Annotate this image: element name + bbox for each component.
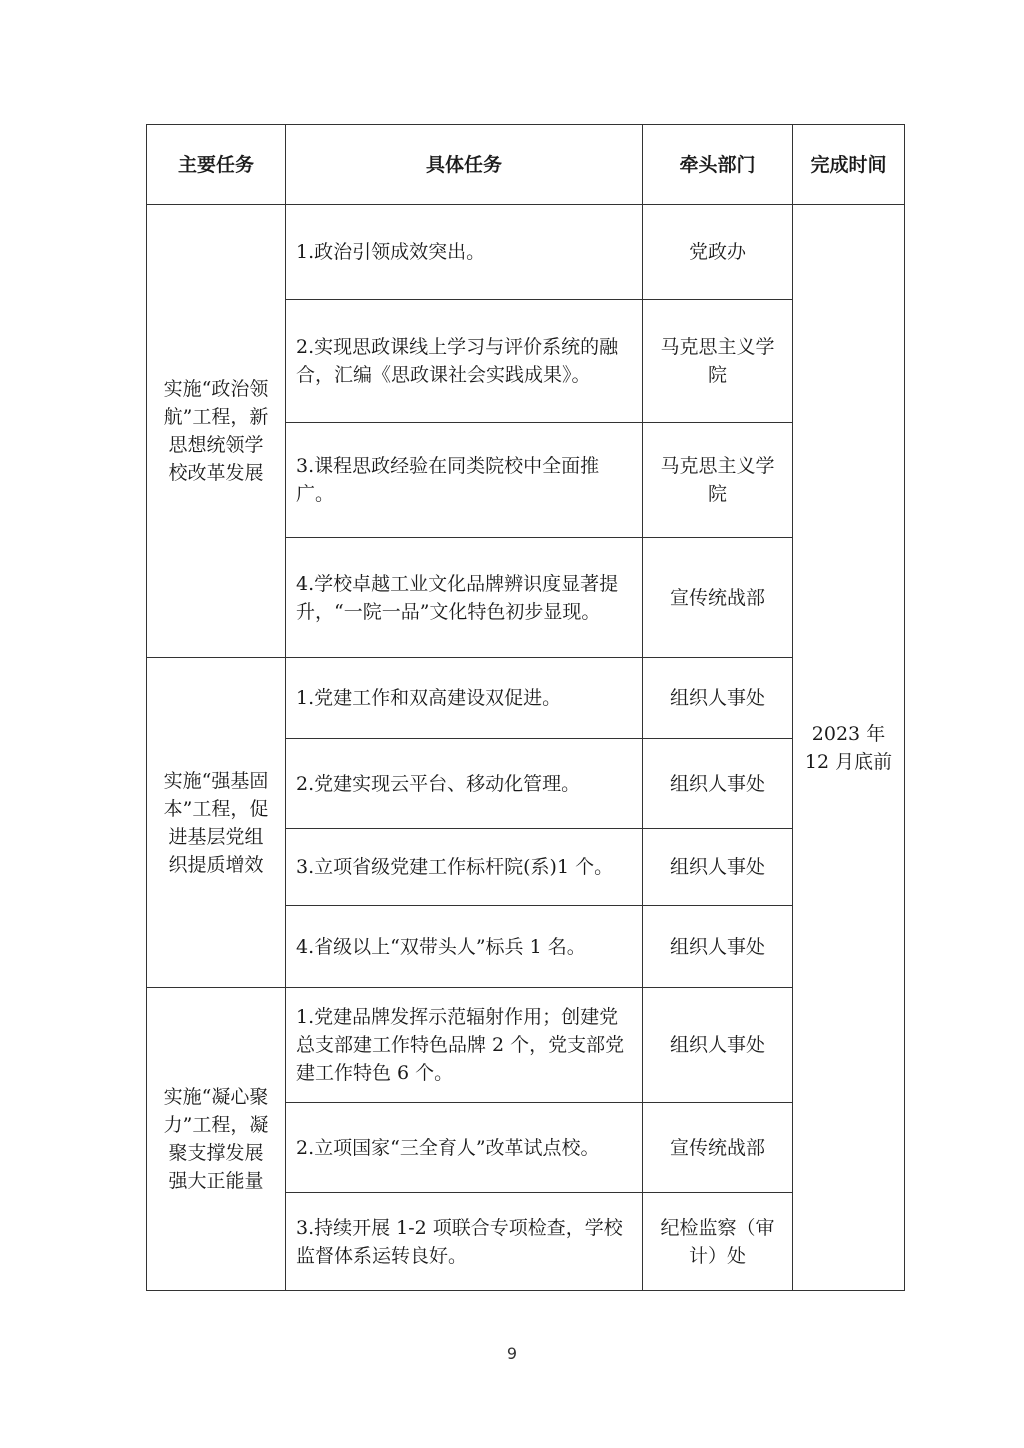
table-header-row <box>147 125 905 205</box>
task-cell: 4.省级以上“双带头人”标兵 1 名。 <box>286 906 643 988</box>
dept-cell: 组织人事处 <box>643 658 793 739</box>
header-main-task: 主要任务 <box>147 125 286 205</box>
header-lead-department: 牵头部门 <box>643 125 793 205</box>
dept-cell: 组织人事处 <box>643 739 793 829</box>
completion-time-cell: 2023 年 12 月底前 <box>793 205 905 1291</box>
task-table <box>146 124 905 1291</box>
main-task-cell: 实施“凝心聚力”工程，凝聚支撑发展强大正能量 <box>147 988 286 1291</box>
dept-cell: 组织人事处 <box>643 906 793 988</box>
task-cell: 1.党建品牌发挥示范辐射作用；创建党总支部建工作特色品牌 2 个，党支部党建工作特色 6 个。 <box>286 988 643 1103</box>
dept-cell: 马克思主义学院 <box>643 423 793 538</box>
task-cell: 4.学校卓越工业文化品牌辨识度显著提升，“一院一品”文化特色初步显现。 <box>286 538 643 658</box>
dept-cell: 纪检监察（审计）处 <box>643 1193 793 1291</box>
page-number: 9 <box>506 1344 518 1363</box>
task-cell: 2.实现思政课线上学习与评价系统的融合，汇编《思政课社会实践成果》。 <box>286 300 643 423</box>
task-cell: 1.党建工作和双高建设双促进。 <box>286 658 643 739</box>
task-cell: 1.政治引领成效突出。 <box>286 205 643 300</box>
task-cell: 3.立项省级党建工作标杆院(系)1 个。 <box>286 829 643 906</box>
dept-cell: 马克思主义学院 <box>643 300 793 423</box>
dept-cell: 组织人事处 <box>643 829 793 906</box>
table-row <box>147 658 905 739</box>
dept-cell: 党政办 <box>643 205 793 300</box>
header-completion-time: 完成时间 <box>793 125 905 205</box>
table-row <box>147 988 905 1103</box>
task-cell: 2.党建实现云平台、移动化管理。 <box>286 739 643 829</box>
dept-cell: 宣传统战部 <box>643 538 793 658</box>
main-task-cell: 实施“强基固本”工程，促进基层党组织提质增效 <box>147 658 286 988</box>
dept-cell: 宣传统战部 <box>643 1103 793 1193</box>
header-specific-task: 具体任务 <box>286 125 643 205</box>
task-cell: 2.立项国家“三全育人”改革试点校。 <box>286 1103 643 1193</box>
task-cell: 3.课程思政经验在同类院校中全面推广。 <box>286 423 643 538</box>
main-task-cell: 实施“政治领航”工程，新思想统领学校改革发展 <box>147 205 286 658</box>
task-cell: 3.持续开展 1-2 项联合专项检查，学校监督体系运转良好。 <box>286 1193 643 1291</box>
table-row <box>147 205 905 300</box>
dept-cell: 组织人事处 <box>643 988 793 1103</box>
